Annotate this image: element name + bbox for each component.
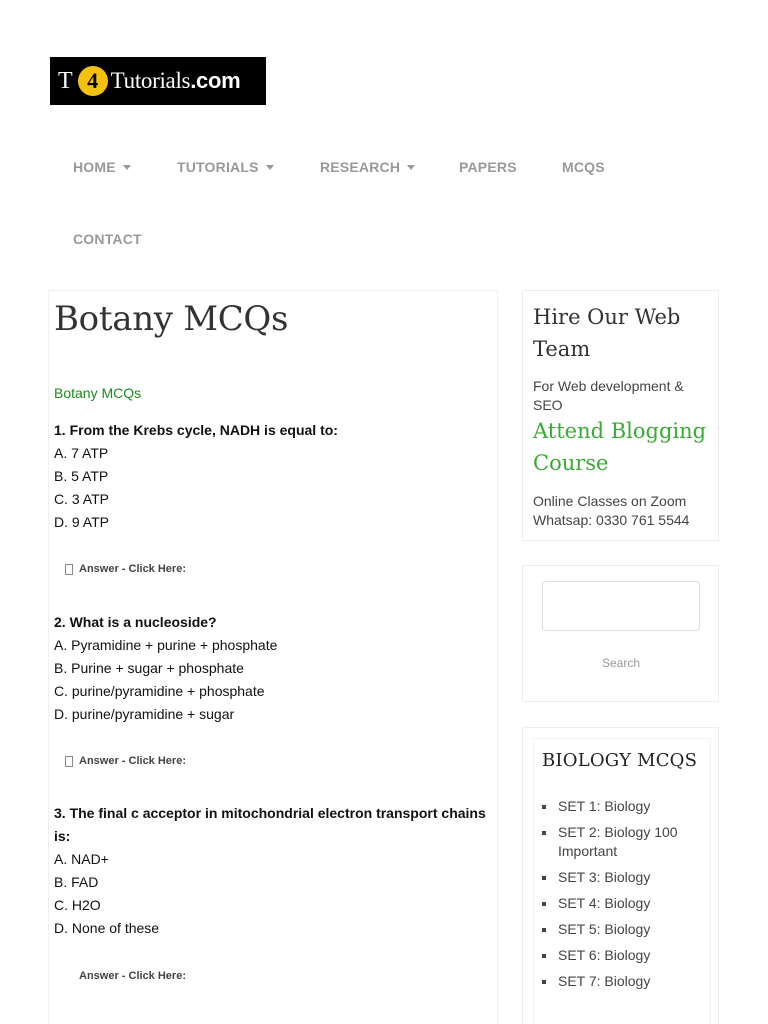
hire-widget [522, 290, 719, 541]
nav-home[interactable] [73, 159, 131, 175]
checkbox-icon [65, 564, 73, 575]
answer-label: Answer - Click Here: [79, 970, 186, 982]
chevron-down-icon [266, 165, 274, 170]
logo-t: T [58, 68, 73, 94]
chevron-down-icon [123, 165, 131, 170]
bullet-icon [542, 876, 546, 880]
list-item[interactable] [542, 868, 707, 887]
site-logo[interactable] [50, 57, 266, 105]
option-b: B. 5 ATP [54, 468, 109, 484]
nav-home-label: HOME [73, 159, 116, 175]
set-link[interactable]: SET 2: Biology 100 Important [558, 824, 678, 859]
nav-tutorials-label: TUTORIALS [177, 159, 259, 175]
list-item[interactable] [542, 972, 707, 991]
search-input[interactable] [542, 581, 700, 631]
answer-toggle-3[interactable] [79, 970, 186, 982]
list-item[interactable] [542, 797, 707, 816]
question-stem: 2. What is a nucleoside? [54, 614, 217, 630]
option-b: B. FAD [54, 874, 99, 890]
biology-mcqs-panel [533, 738, 711, 1024]
answer-toggle-2[interactable] [65, 755, 186, 767]
main-content [48, 290, 498, 1024]
category-link[interactable]: Botany MCQs [54, 385, 142, 401]
hire-heading: Hire Our Web Team [533, 305, 681, 361]
logo-dotcom: .com [190, 68, 241, 93]
bullet-icon [542, 902, 546, 906]
answer-toggle-1[interactable] [65, 563, 186, 575]
option-a: A. Pyramidine + purine + phosphate [54, 637, 278, 653]
page-title: Botany MCQs [54, 299, 289, 339]
option-c: C. 3 ATP [54, 491, 109, 507]
set-link[interactable]: SET 6: Biology [558, 947, 651, 963]
option-a: A. NAD+ [54, 851, 109, 867]
checkbox-icon [65, 756, 73, 767]
bullet-icon [542, 928, 546, 932]
bullet-icon [542, 831, 546, 835]
biology-mcqs-widget [522, 727, 719, 1024]
set-link[interactable]: SET 3: Biology [558, 869, 651, 885]
logo-text [111, 57, 241, 105]
answer-label: Answer - Click Here: [79, 563, 186, 575]
list-item[interactable] [542, 894, 707, 913]
option-d: D. purine/pyramidine + sugar [54, 706, 235, 722]
bullet-icon [542, 954, 546, 958]
biology-mcqs-list [542, 797, 707, 998]
nav-papers[interactable] [459, 159, 517, 175]
nav-contact[interactable] [73, 231, 142, 247]
option-c: C. purine/pyramidine + phosphate [54, 683, 265, 699]
question-stem: 3. The final c acceptor in mitochondrial electron transport chains is: [54, 805, 486, 844]
option-d: D. 9 ATP [54, 514, 109, 530]
whatsapp-text: Whatsap: 0330 761 5544 [533, 512, 690, 528]
biology-mcqs-heading: BIOLOGY MCQS [542, 750, 698, 771]
list-item[interactable] [542, 823, 707, 861]
online-classes-text: Online Classes on Zoom [533, 493, 687, 509]
set-link[interactable]: SET 4: Biology [558, 895, 651, 911]
question-1 [54, 419, 499, 534]
option-a: A. 7 ATP [54, 445, 109, 461]
nav-research-label: RESEARCH [320, 159, 401, 175]
question-stem: 1. From the Krebs cycle, NADH is equal to: [54, 422, 338, 438]
blogging-course-link[interactable]: Attend Blogging Course [533, 419, 707, 475]
bullet-icon [542, 805, 546, 809]
option-c: C. H2O [54, 897, 101, 913]
nav-tutorials[interactable] [177, 159, 274, 175]
list-item[interactable] [542, 946, 707, 965]
question-3 [54, 802, 499, 940]
nav-contact-label: CONTACT [73, 231, 142, 247]
search-widget [522, 565, 719, 702]
nav-papers-label: PAPERS [459, 159, 517, 175]
bullet-icon [542, 980, 546, 984]
list-item[interactable] [542, 920, 707, 939]
set-link[interactable]: SET 7: Biology [558, 973, 651, 989]
set-link[interactable]: SET 1: Biology [558, 798, 651, 814]
nav-research[interactable] [320, 159, 415, 175]
logo-four-badge: 4 [78, 66, 108, 96]
chevron-down-icon [407, 165, 415, 170]
option-b: B. Purine + sugar + phosphate [54, 660, 244, 676]
question-2 [54, 611, 499, 726]
nav-mcqs-label: MCQS [562, 159, 605, 175]
answer-label: Answer - Click Here: [79, 755, 186, 767]
option-d: D. None of these [54, 920, 160, 936]
search-button[interactable]: Search [601, 656, 641, 670]
hire-description: For Web development & SEO [533, 378, 684, 413]
set-link[interactable]: SET 5: Biology [558, 921, 651, 937]
logo-tutorials: Tutorials [110, 68, 191, 93]
hire-contact [533, 492, 718, 530]
nav-mcqs[interactable] [562, 159, 605, 175]
